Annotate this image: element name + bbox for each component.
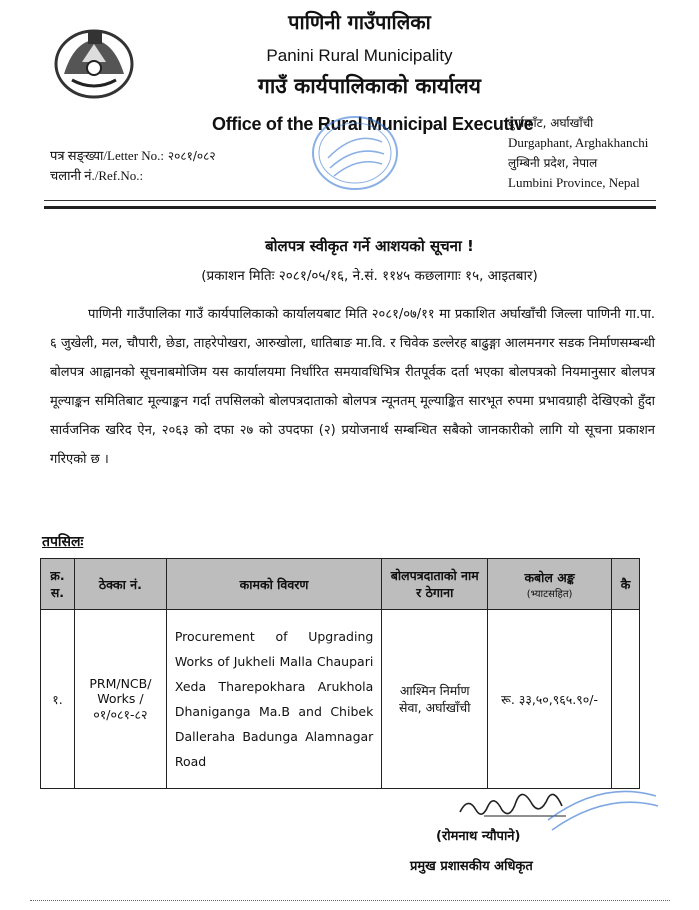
- header-bidder: बोलपत्रदाताको नाम र ठेगाना: [382, 559, 488, 610]
- municipality-name-en: Panini Rural Municipality: [266, 46, 453, 65]
- address-en-line2: Lumbini Province, Nepal: [508, 175, 640, 190]
- header-divider-thick: [44, 206, 656, 209]
- header-amount-sub: (भ्याटसहित): [526, 588, 573, 600]
- header-work-desc: कामको विवरण: [166, 559, 381, 610]
- municipality-name-ne: पाणिनी गाउँपालिका: [288, 10, 431, 34]
- office-stamp-icon: [300, 112, 410, 194]
- header-amount: [488, 559, 612, 610]
- header-remarks: कै: [612, 559, 640, 610]
- footer-divider: [30, 900, 670, 901]
- official-stamp-icon: [542, 776, 662, 836]
- details-label: तपसिलः: [42, 534, 84, 550]
- header-divider-thin: [44, 200, 656, 201]
- notice-title: बोलपत्र स्वीकृत गर्ने आशयको सूचना !: [265, 237, 474, 255]
- letter-meta: [50, 146, 216, 186]
- header-sn: क्र. स.: [41, 559, 75, 610]
- letter-no-value: २०८१/०८२: [167, 149, 216, 163]
- notice-subtitle: (प्रकाशन मितिः २०८१/०५/१६, ने.सं. ११४५ कछलागाः १५, आइतबार): [201, 268, 538, 284]
- table-row: [41, 610, 640, 789]
- office-name-ne: गाउँ कार्यपालिकाको कार्यालय: [258, 74, 481, 98]
- cell-bidder: आश्मिन निर्माण सेवा, अर्घाखाँची: [382, 610, 488, 789]
- address-ne-line1: दुर्गाफाँट, अर्घाखाँची: [508, 116, 594, 130]
- ref-no-label: चलानी नं./Ref.No.:: [50, 168, 144, 183]
- cell-remarks: [612, 610, 640, 789]
- office-address: [508, 113, 648, 193]
- cell-amount: रू. ३३,५०,९६५.९०/-: [488, 610, 612, 789]
- header-contract-no: ठेक्का नं.: [74, 559, 166, 610]
- letter-no-label: पत्र सङ्ख्या/Letter No.:: [50, 148, 165, 163]
- signatory-title: प्रमुख प्रशासकीय अधिकृत: [410, 859, 533, 874]
- office-name-en: Office of the Rural Municipal Executive: [212, 114, 534, 134]
- header-amount-label: कबोल अङ्क: [524, 569, 575, 585]
- signatory-name: (रोमनाथ न्यौपाने): [436, 829, 521, 844]
- table-header-row: [41, 559, 640, 610]
- cell-contract-no: PRM/NCB/ Works /०१/०८१-८२: [74, 610, 166, 789]
- address-en-line1: Durgaphant, Arghakhanchi: [508, 135, 649, 150]
- notice-body: पाणिनी गाउँपालिका गाउँ कार्यपालिकाको कार्यालयबाट मिति २०८१/०७/११ मा प्रकाशित अर्घाखाँची जिल्ला पाणिनी गा.पा. ६ जुखेली, मल, चौपारी, छेडा, ताहरेपोखरा, आरुखोला, धातिबाङ मा.वि. र चिवेक डल्लेरह बाढुङ्गा आलमनगर सडक निर्माणसम्बन्धी बोलपत्र आह्वानको सूचनाबमोजिम यस कार्यालयमा निर्धारित समयावधिभित्र रीतपूर्वक दर्ता भएका बोलपत्रको नियमानुसार बोलपत्र मूल्याङ्कन समितिबाट मूल्याङ्कन गर्दा तपसिलको बोलपत्रदाताको बोलपत्र न्यूनतम् मूल्याङ्कित सारभूत रुपमा प्रभावग्राही देखिएको हुँदा सार्वजनिक खरिद ऐन, २०६३ को दफा २७ को उपदफा (२) प्रयोजनार्थ सम्बन्धित सबैको जानकारीको लागि यो सूचना प्रकाशन गरिएको छ ।: [50, 307, 655, 467]
- address-ne-line2: लुम्बिनी प्रदेश, नेपाल: [508, 156, 598, 170]
- bid-table: [40, 558, 640, 789]
- cell-work-desc: Procurement of Upgrading Works of Jukheli Malla Chaupari Xeda Tharepokhara Arukhola Dhaniganga Ma.B and Chibek Dalleraha Badunga Alamnagar Road: [166, 610, 381, 789]
- cell-sn: १.: [41, 610, 75, 789]
